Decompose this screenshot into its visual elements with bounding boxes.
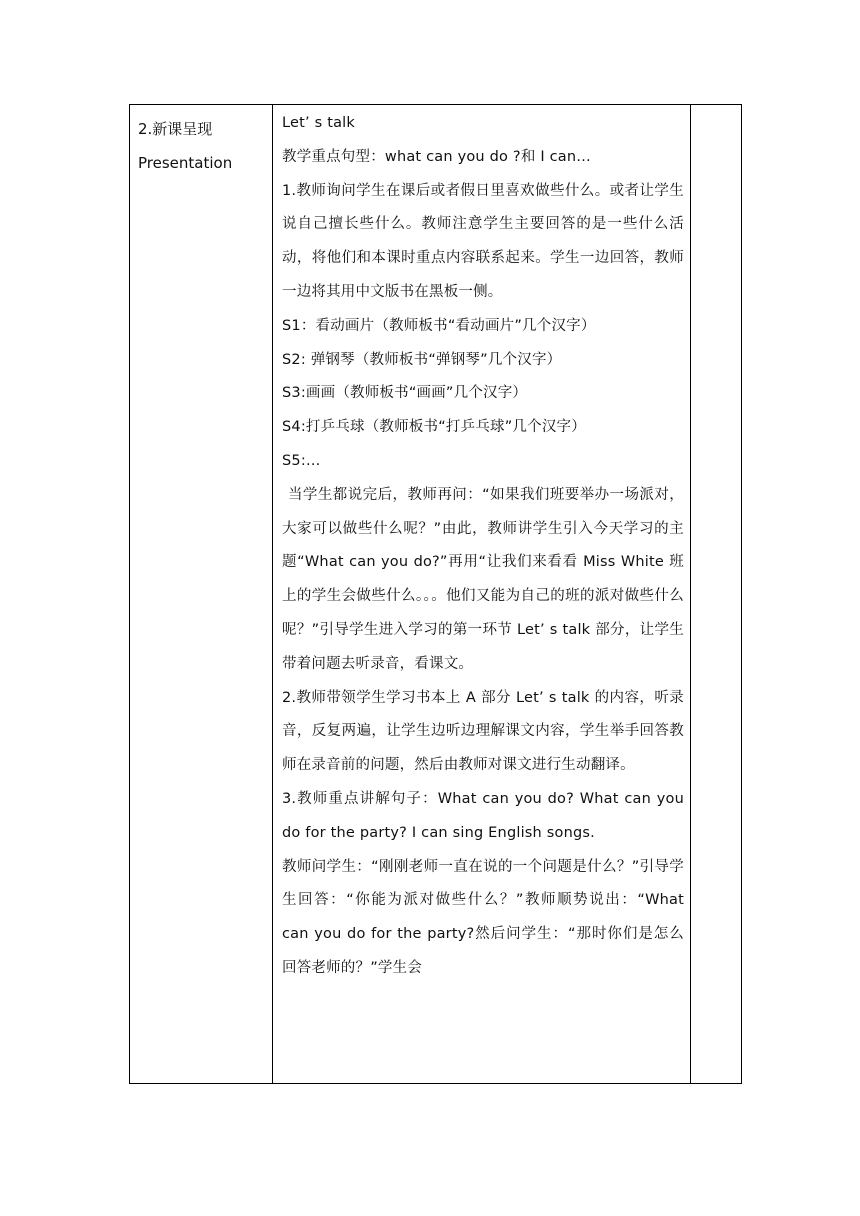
step-3-text: 3.教师重点讲解句子：What can you do? What can you do for the party? I can sing English songs. [282, 790, 684, 841]
stage-english-title: Presentation [138, 154, 233, 172]
step-2-text: 2.教师带领学生学习书本上 A 部分 Let’ s talk 的内容，听录音，反复两遍，让学生边听边理解课文内容，学生举手回答教师在录音前的问题，然后由教师对课文进行生动翻译。 [282, 689, 684, 774]
notes-cell [691, 105, 742, 1084]
stage-cell [130, 105, 273, 1084]
lesson-plan-table [129, 104, 742, 1084]
content-heading: Let’ s talk [282, 115, 356, 131]
student-answer-s2: S2: 弹钢琴（教师板书“弹钢琴”几个汉字） [282, 351, 562, 368]
step-1-text: 1.教师询问学生在课后或者假日里喜欢做些什么。或者让学生说自己擅长些什么。教师注意学生主要回答的是一些什么活动，将他们和本课时重点内容联系起来。学生一边回答，教师一边将其用中文版书在黑板一侧。 [282, 182, 684, 300]
student-answer-s1: S1：看动画片（教师板书“看动画片”几个汉字） [282, 317, 596, 334]
table-row [130, 105, 742, 1084]
student-answer-s3: S3:画画（教师板书“画画”几个汉字） [282, 385, 528, 402]
step-3-followup-text: 教师问学生：“刚刚老师一直在说的一个问题是什么？”引导学生回答：“你能为派对做些什么？”教师顺势说出：“What can you do for the party?然后问学生：“那时你们是怎么回答老师的？”学生会 [282, 858, 684, 976]
key-sentence-pattern: 教学重点句型：what can you do ?和 I can… [282, 148, 591, 165]
content-cell [273, 105, 691, 1084]
step-1-followup-text: 当学生都说完后，教师再问：“如果我们班要举办一场派对，大家可以做些什么呢？”由此，教师讲学生引入今天学习的主题“What can you do?”再用“让我们来看看 Miss White 班上的学生会做些什么。。。他们又能为自己的班的派对做些什么呢？”引导学生进入学习的第一环节 Let’ s talk 部分，让学生带着问题去听录音，看课文。 [282, 486, 684, 672]
stage-number-title: 2.新课呈现 [138, 120, 213, 138]
student-answer-s5: S5:… [282, 452, 321, 469]
student-answer-s4: S4:打乒乓球（教师板书“打乒乓球”几个汉字） [282, 419, 586, 436]
